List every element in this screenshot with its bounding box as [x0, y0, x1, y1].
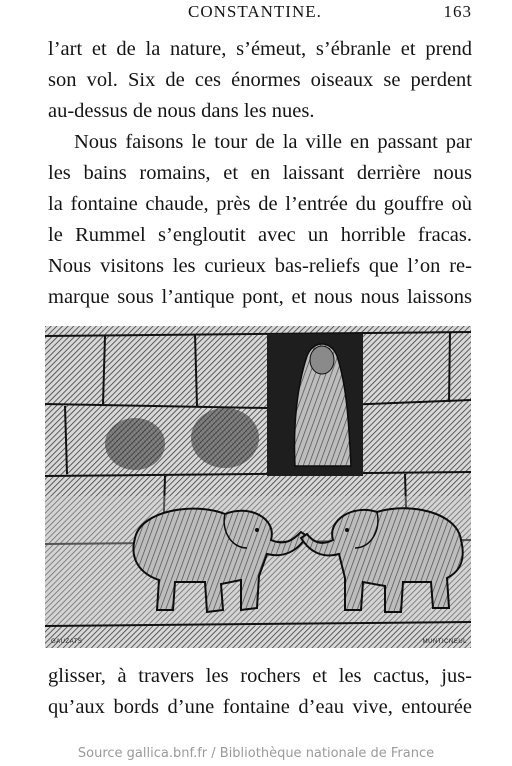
engraver-signature-left: GAUZATS [51, 639, 83, 645]
engraver-signature-right: MUNTICNEUL [422, 639, 467, 645]
text-line: le Rummel s’engloutit avec un horrible fracas. [48, 224, 472, 246]
text-line: marque sous l’antique pont, et nous nous laissons [48, 286, 472, 308]
body-text-bottom [48, 661, 472, 723]
text-line: Nous visitons les curieux bas-reliefs que l’on re- [48, 255, 472, 277]
body-text-top [48, 34, 472, 313]
text-line: les bains romains, et en laissant derrière nous [48, 162, 472, 184]
running-title: CONSTANTINE. [188, 2, 322, 21]
text-line: la fontaine chaude, près de l’entrée du gouffre où [48, 193, 472, 215]
bas-relief-engraving [45, 326, 471, 648]
engraving-illustration [45, 326, 471, 648]
text-line: l’art et de la nature, s’émeut, s’ébranle et prend [48, 38, 472, 60]
stone-stain [105, 418, 165, 470]
text-line: glisser, à travers les rochers et les cactus, jus- [48, 665, 472, 687]
running-head [48, 2, 472, 24]
text-line: au-dessus de nous dans les nues. [48, 100, 315, 122]
text-line: Nous faisons le tour de la ville en passant par [74, 131, 472, 153]
text-line: son vol. Six de ces énormes oiseaux se perdent [48, 69, 472, 91]
stone-stain [191, 408, 259, 468]
page-number: 163 [443, 2, 472, 21]
source-credit-link[interactable]: Source gallica.bnf.fr / Bibliothèque nationale de France [77, 746, 435, 761]
text-line: qu’aux bords d’une fontaine d’eau vive, entourée [48, 696, 472, 718]
figure-head [310, 346, 334, 374]
